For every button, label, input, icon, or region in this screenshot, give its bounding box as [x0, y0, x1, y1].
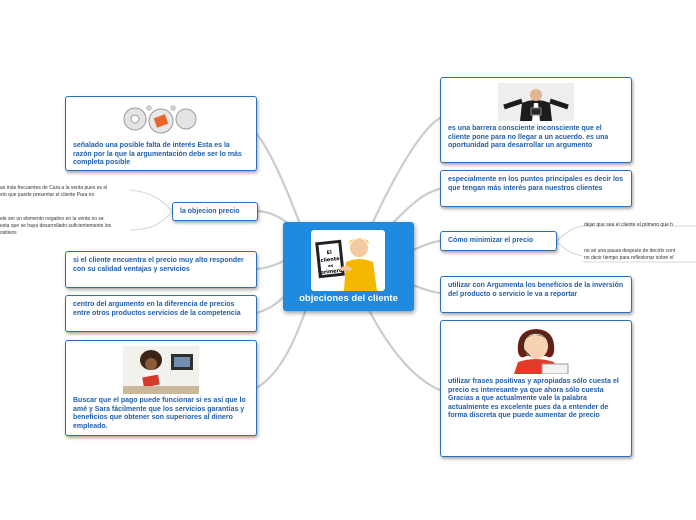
central-topic-title: objeciones del cliente	[299, 293, 398, 304]
link-left-4	[256, 295, 286, 313]
right-node-3-text: Cómo minimizar el precio	[448, 237, 534, 244]
sign-text: El	[326, 249, 333, 257]
left-note-line-1: as más frecuentes de Cara a la venta pues es el	[0, 185, 108, 191]
call-center-woman-icon	[496, 326, 576, 374]
link-right-note-2	[557, 242, 583, 256]
svg-text:cliente: cliente	[320, 256, 340, 264]
link-right-4	[413, 285, 440, 293]
right-node-2[interactable]	[440, 170, 632, 207]
gears-people-icon	[121, 102, 201, 138]
left-note-line-5: ositivos	[0, 230, 17, 236]
svg-text:es: es	[327, 262, 334, 269]
right-node-1[interactable]	[440, 77, 632, 163]
right-note-2	[584, 248, 675, 262]
left-note-line-3: ele ser un elemento negativo en la venta no se	[0, 216, 104, 222]
link-right-3	[413, 241, 440, 250]
left-node-1-text: señalado una posible falta de interés Esta es la razón por la que la argumentación debe ser lo más completa posible	[73, 142, 242, 166]
right-note-line-3: no decir tiempo para reflexionar sobre el	[584, 255, 674, 261]
link-right-2	[392, 189, 440, 224]
right-node-5[interactable]	[440, 320, 632, 457]
left-node-5[interactable]	[65, 340, 257, 436]
woman-reading-icon	[123, 346, 199, 394]
left-node-1[interactable]	[65, 96, 257, 171]
left-node-3-text: si el cliente encuentra el precio muy alto responder con su calidad ventajas y servicios	[73, 257, 244, 273]
left-note-1	[0, 185, 107, 199]
link-left-3	[256, 260, 286, 269]
svg-text:primero: primero	[319, 267, 343, 277]
right-node-3[interactable]	[440, 231, 557, 251]
right-node-5-text: utilizar frases positivas y apropiadas sólo cuesta el precio es interesante ya que ahora sólo cuesta Gracias a que actualmente vale la palabra actualmente es excelente pues da a entender de forma discreta que puede aumentar de precio	[448, 378, 619, 419]
right-note-line-2: no sé una pausa después de decirlo cont	[584, 248, 676, 254]
central-topic-node[interactable]	[283, 222, 414, 311]
left-note-line-4: esta que se haya desarrollado suficientemente los	[0, 223, 112, 229]
right-note-line-1: dejar que sea el cliente el primero que h	[584, 222, 673, 228]
link-left-note-1	[130, 190, 172, 211]
link-left-note-2	[130, 212, 172, 230]
right-node-2-text: especialmente en los puntos principales es decir los que tengan más interés para nuestros clientes	[448, 176, 624, 192]
left-node-4[interactable]	[65, 295, 257, 332]
right-note-1	[584, 222, 673, 229]
left-node-5-text: Buscar que el pago puede funcionar si es así que lo amé y Sara fácilmente que los servicios garantías y beneficios que obtener son superiores al dinero empleado.	[73, 397, 246, 430]
left-node-2[interactable]	[172, 202, 258, 221]
left-note-line-2: xto que puede presentar el cliente Para no	[0, 192, 95, 198]
link-right-1	[372, 118, 440, 224]
right-node-4[interactable]	[440, 276, 632, 313]
businessman-hands-icon	[498, 83, 574, 121]
left-note-2	[0, 216, 111, 237]
right-node-1-text: es una barrera consciente inconsciente que el cliente pone para no llegar a un acuerdo. es una oportunidad para desarrollar un argumento	[448, 125, 609, 149]
left-node-4-text: centro del argumento en la diferencia de precios entre otros productos servicios de la competencia	[73, 301, 241, 317]
link-right-5	[370, 312, 440, 390]
right-node-4-text: utilizar con Argumenta los beneficios de la inversión del producto o servicio le va a reportar	[448, 282, 624, 298]
link-right-note-1	[557, 226, 583, 241]
customer-first-illustration	[311, 230, 385, 291]
left-node-2-text: la objecion precio	[180, 208, 240, 215]
link-left-5	[256, 312, 305, 388]
left-node-3[interactable]	[65, 251, 257, 288]
link-left-1	[256, 133, 300, 224]
